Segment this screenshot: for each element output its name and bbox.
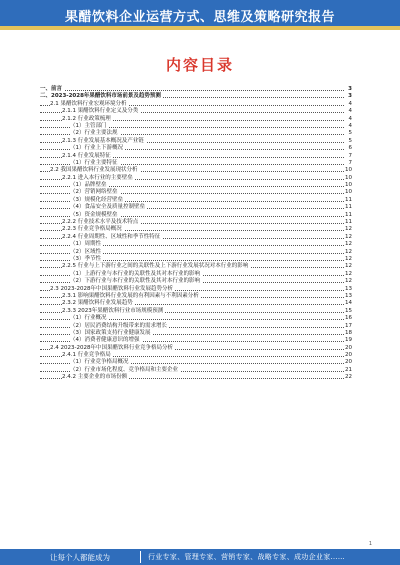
toc-entry-title: 2.2.5 行业与上下游行业之间的关联性及上下游行业发展状况对本行业的影响 [62,263,249,270]
toc-entry-page: 12 [345,263,352,270]
toc-entry-title: （2）居民消费结构升级带来的需求增长 [70,322,168,329]
toc-entry-title: 2.1.3 行业发展基本概况及产业链 [62,137,144,144]
toc-entry-page: 7 [348,152,352,159]
toc-entry[interactable] [40,145,352,152]
toc-entry-page: 18 [345,329,352,336]
toc-entry[interactable] [40,286,352,293]
toc-entry-page: 5 [348,130,352,137]
toc-entry-title: （1）主管部门 [70,122,107,129]
toc-leader-dots [40,90,344,91]
toc-entry-title: 2.2.3 行业竞争格局概况 [62,226,122,233]
toc-entry[interactable] [40,359,352,366]
toc-entry[interactable] [40,249,352,256]
toc-entry-page: 12 [345,270,352,277]
toc-entry-page: 10 [345,182,352,189]
toc-entry-page: 10 [345,167,352,174]
toc-entry-title: 2.2.1 进入本行业的主要壁垒 [62,174,133,181]
toc-entry-page: 12 [345,226,352,233]
toc-entry-title: （2）行业主要法规 [70,130,118,137]
toc-entry-page: 21 [345,366,352,373]
toc-entry[interactable] [40,323,352,330]
toc-entry[interactable] [40,345,352,352]
toc-entry-page: 10 [345,174,352,181]
toc-entry-page: 22 [345,374,352,381]
toc-entry-title: （2）下游行业与本行业的关联性及其对本行业的影响 [70,278,201,285]
toc-entry-title: 一、前言 [40,86,63,92]
toc-entry-page: 4 [348,115,352,122]
toc-entry-title: （1）品牌壁垒 [70,182,107,189]
footer-slogan: 让每个人都能成为 [50,553,110,562]
header-accent-bar [0,26,400,30]
table-of-contents [40,86,352,382]
footer-roles: 行业专家、管理专家、营销专家、战略专家、成功企业家…… [148,553,346,561]
toc-entry[interactable] [40,189,352,196]
toc-entry-page: 12 [345,248,352,255]
toc-entry-page: 19 [345,337,352,344]
toc-entry-page: 11 [345,204,352,211]
toc-entry-page: 12 [345,278,352,285]
toc-entry-title: 2.2.2 行业技术水平及技术特点 [62,219,139,226]
toc-entry[interactable] [40,241,352,248]
toc-entry-title: （3）季节性 [70,255,101,262]
toc-entry-page: 11 [345,211,352,218]
report-title: 果醋饮料企业运营方式、思维及策略研究报告 [64,10,335,25]
toc-entry-title: 2.2 我国果醋饮料行业发展现状分析 [50,167,138,174]
toc-entry-page: 5 [348,137,352,144]
toc-entry-page: 11 [345,196,352,203]
toc-entry[interactable] [40,337,352,344]
toc-entry[interactable] [40,153,352,160]
toc-entry-title: 2.3 2023-2028年中国果醋饮料行业发展趋势分析 [50,285,173,292]
toc-entry-title: （4）消费者健康意识的增强 [70,337,140,344]
toc-entry-page: 20 [345,352,352,359]
toc-entry-page: 7 [348,159,352,166]
toc-entry[interactable] [40,278,352,285]
toc-entry[interactable] [40,263,352,270]
toc-entry-title: （5）资金规模壁垒 [70,211,118,218]
toc-entry-title: 2.3.3 2023年果醋饮料行业市场规模预测 [62,307,164,314]
toc-entry-title: 2.2.4 行业周期性、区域性和季节性特征 [62,233,161,240]
toc-entry-title: （1）行业上下游概况 [70,145,123,152]
toc-entry-title: 2.4.1 行业竞争格局 [62,352,111,359]
toc-entry-page: 3 [348,86,352,92]
toc-title: 内容目录 [165,56,234,74]
toc-entry-page: 14 [345,300,352,307]
toc-entry[interactable] [40,300,352,307]
toc-entry-page: 12 [345,233,352,240]
toc-entry[interactable] [40,108,352,115]
toc-entry-title: （1）周期性 [70,241,101,248]
toc-entry-page: 4 [348,108,352,115]
toc-entry-page: 15 [345,307,352,314]
toc-entry-title: （2）区域性 [70,248,101,255]
toc-entry-page: 20 [345,344,352,351]
toc-entry[interactable] [40,167,352,174]
toc-entry[interactable] [40,212,352,219]
toc-entry-page: 3 [348,93,352,100]
toc-entry-title: 2.1.1 果醋饮料行业定义及分类 [62,108,139,115]
toc-entry-page: 11 [345,219,352,226]
toc-entry-page: 12 [345,255,352,262]
page-footer [0,549,400,565]
toc-entry-page: 13 [345,285,352,292]
toc-entry-title: 2.1.2 行业政策梳理 [62,115,111,122]
toc-entry[interactable] [40,308,352,315]
toc-entry-title: 2.4.2 主要企业的市场份额 [62,374,128,381]
toc-entry-title: （1）上游行业与本行业的关联性及其对本行业的影响 [70,270,201,277]
footer-divider [140,551,141,563]
toc-entry[interactable] [40,226,352,233]
toc-entry-page: 12 [345,241,352,248]
toc-entry-title: （3）规模化经营壁垒 [70,196,123,203]
toc-entry-page: 10 [345,189,352,196]
toc-entry-title: 二、2023-2028年果醋饮料市场前景及趋势预测 [40,93,161,100]
toc-entry-title: 2.1 果醋饮料行业宏观环境分析 [50,100,127,107]
toc-entry-title: （2）营销网络壁垒 [70,189,118,196]
toc-entry[interactable] [40,315,352,322]
toc-entry-page: 6 [348,145,352,152]
toc-entry-title: （1）行业主要特征 [70,159,118,166]
toc-entry[interactable] [40,374,352,381]
toc-entry[interactable] [40,93,352,100]
toc-entry-page: 17 [345,322,352,329]
toc-entry-page: 4 [348,100,352,107]
toc-entry-title: （1）行业竞争格局概况 [70,359,129,366]
toc-entry[interactable] [40,116,352,123]
toc-entry-title: 2.4 2023-2028年中国果醋饮料行业竞争格局分析 [50,344,173,351]
toc-entry[interactable] [40,175,352,182]
toc-entry-title: （1）行业概况 [70,315,107,322]
toc-entry[interactable] [40,204,352,211]
toc-entry-page: 13 [345,292,352,299]
toc-entry-title: 2.3.2 果醋饮料行业发展趋势 [62,300,133,307]
toc-entry[interactable] [40,130,352,137]
toc-entry-page: 20 [345,359,352,366]
toc-entry-title: 2.3.1 影响果醋饮料行业发展的有利因素与不利因素分析 [62,292,199,299]
page-number: 1 [368,541,372,547]
toc-entry-title: 2.1.4 行业发展特征 [62,152,111,159]
toc-entry-page: 4 [348,122,352,129]
report-header [0,0,400,30]
toc-entry-title: （4）食品安全及质量控制壁垒 [70,204,146,211]
toc-entry-page: 16 [345,315,352,322]
toc-entry-title: （2）行业市场化程度、竞争格局和主要企业 [70,366,179,373]
toc-entry-title: （3）国家政策支持行业健康发展 [70,329,151,336]
